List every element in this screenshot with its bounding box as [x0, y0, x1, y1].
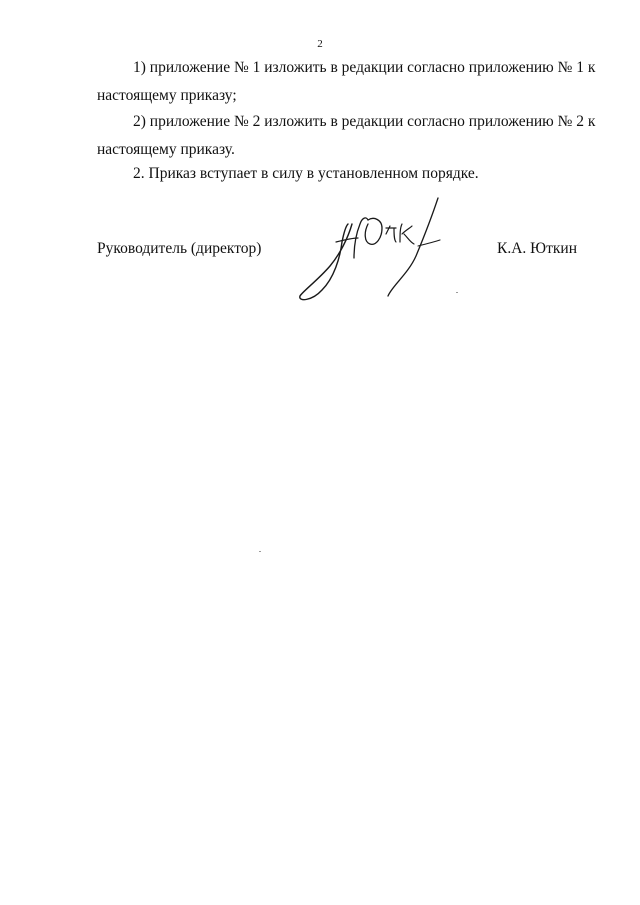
page-number: 2 — [317, 38, 323, 50]
signatory-title: Руководитель (директор) — [97, 240, 262, 257]
item-2-line-1: 2) приложение № 2 изложить в редакции согласно приложению № 2 к — [133, 113, 596, 130]
scan-speck — [456, 292, 458, 293]
scan-speck — [259, 551, 261, 552]
handwritten-signature — [290, 186, 480, 311]
item-2-line-2: настоящему приказу. — [97, 141, 235, 158]
item-1-line-2: настоящему приказу; — [97, 87, 237, 104]
item-1-line-1: 1) приложение № 1 изложить в редакции согласно приложению № 1 к — [133, 59, 596, 76]
signatory-name: К.А. Юткин — [497, 240, 577, 257]
clause-2: 2. Приказ вступает в силу в установленном порядке. — [133, 165, 479, 182]
